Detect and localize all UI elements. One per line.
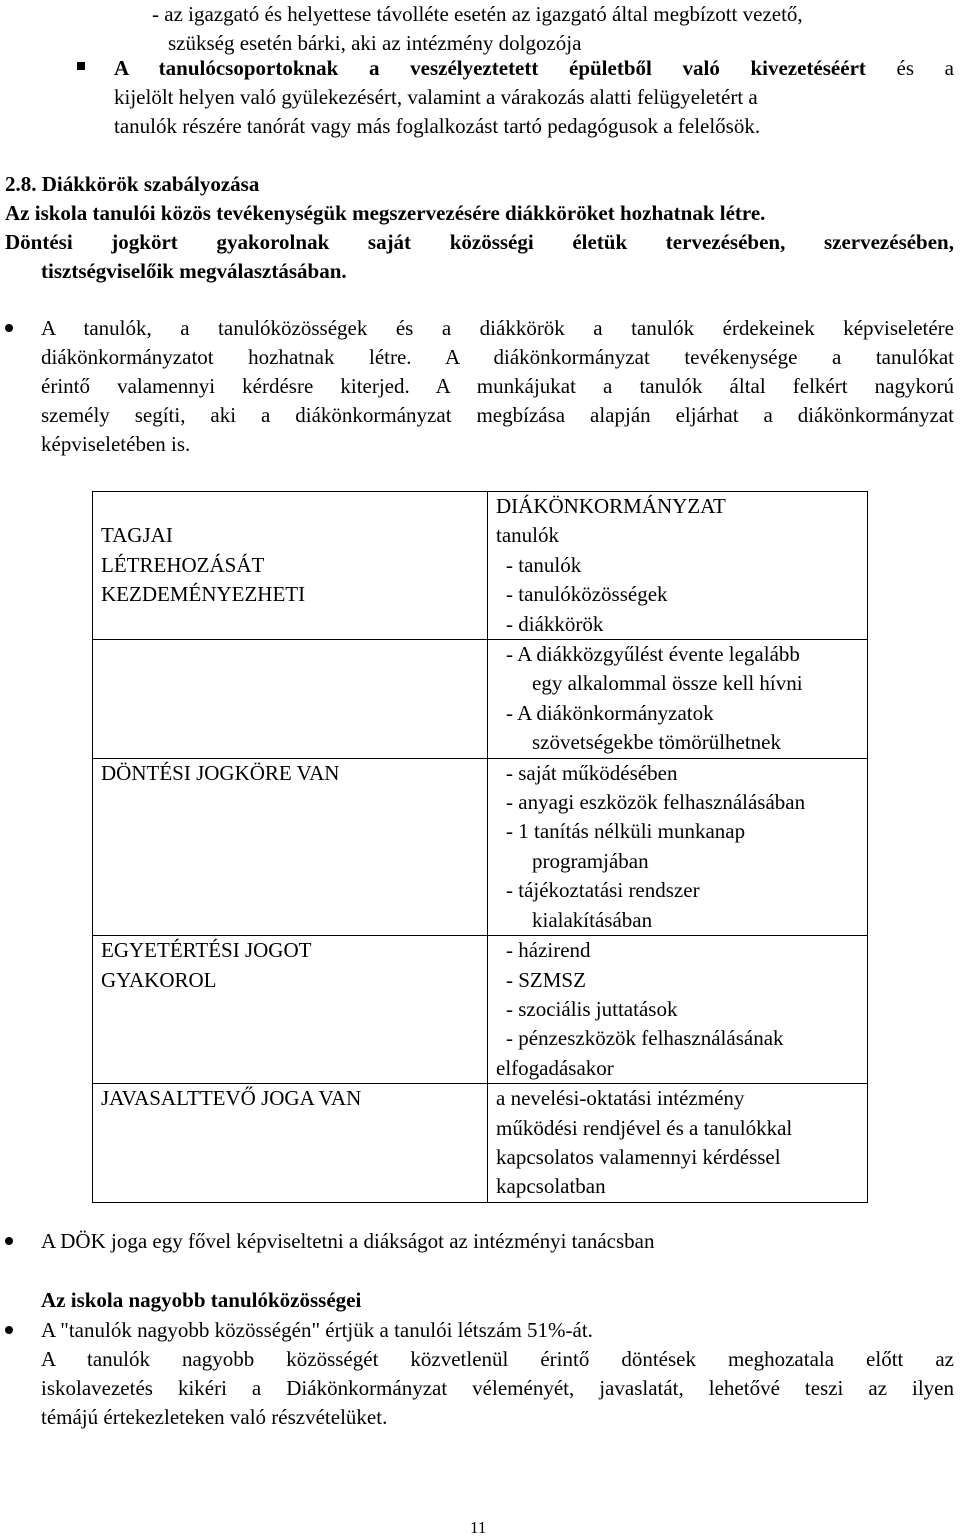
cell-text [101, 492, 487, 521]
responsibility-line-2: kijelölt helyen való gyülekezésért, valamint a várakozás alatti felügyeletért a [114, 85, 758, 109]
cell-text: - SZMSZ [506, 967, 586, 992]
cell-text: - 1 tanítás nélküli munkanap [506, 819, 746, 844]
responsibility-line-3: tanulók részére tanórát vagy más foglalkozást tartó pedagógusok a felelősök. [114, 114, 761, 138]
responsibility-item [114, 54, 954, 83]
cell-text: - szociális juttatások [506, 996, 678, 1021]
dok-paragraph-line-5: képviseletében is. [41, 432, 191, 456]
bullet-dot-icon [5, 324, 13, 332]
table-row [93, 1084, 868, 1203]
cell-text: KEZDEMÉNYEZHETI [101, 582, 306, 607]
table-cell-right [488, 1084, 868, 1203]
table-row [93, 640, 868, 759]
page-number: 11 [470, 1518, 487, 1537]
cell-text: - házirend [506, 938, 591, 963]
cell-text: - tájékoztatási rendszer [506, 878, 700, 903]
cell-text: - anyagi eszközök felhasználásában [506, 790, 806, 815]
last-paragraph-line-1: A tanulók nagyobb közösségét közvetlenül érintő döntések meghozatala előtt az [41, 1347, 954, 1371]
table-row [93, 492, 868, 640]
table-cell-right [488, 640, 868, 759]
bullet-dot-icon [5, 1326, 13, 1334]
dok-paragraph-line-1: A tanulók, a tanulóközösségek és a diákkörök a tanulók érdekeinek képviseletére [41, 316, 954, 340]
dok-rights-table [92, 491, 868, 1203]
table-cell-left [93, 936, 488, 1084]
cell-text: - A diákközgyűlést évente legalább [506, 642, 800, 667]
cell-text: kapcsolatban [496, 1174, 606, 1199]
cell-text: kapcsolatos valamennyi kérdéssel [496, 1144, 781, 1169]
cell-text: EGYETÉRTÉSI JOGOT [101, 938, 312, 963]
cell-text: GYAKOROL [101, 967, 217, 992]
table-cell-left [93, 1084, 488, 1203]
dok-paragraph-line-2: diákönkormányzatot hozhatnak létre. A diákönkormányzat tevékenysége a tanulókat [41, 345, 954, 369]
section-heading: 2.8. Diákkörök szabályozása [5, 172, 260, 196]
last-paragraph-line-2: iskolavezetés kikéri a Diákönkormányzat véleményét, javaslatát, lehetővé teszi az ilyen [41, 1376, 954, 1400]
dok-paragraph-line-4: személy segíti, aki a diákönkormányzat megbízása alapján eljárhat a diákönkormányzat [41, 403, 954, 427]
cell-text: - A diákönkormányzatok [506, 700, 714, 725]
table-header: DIÁKÖNKORMÁNYZAT [496, 494, 726, 518]
cell-text: tanulók [496, 523, 559, 548]
cell-text: működési rendjével és a tanulókkal [496, 1115, 793, 1140]
table-cell-right [488, 936, 868, 1084]
dok-paragraph-line-3: érintő valamennyi kérdésre kiterjed. A munkájukat a tanulók által felkért nagykorú [41, 374, 954, 398]
cell-text: kialakításában [532, 907, 653, 932]
table-cell-right [488, 758, 868, 935]
cell-text: szövetségekbe tömörülhetnek [532, 730, 782, 755]
section-paragraph-1: Az iskola tanulói közös tevékenységük megszervezésére diákköröket hozhatnak létre. [5, 201, 766, 225]
cell-text: - tanulóközösségek [506, 582, 668, 607]
cell-text: programjában [532, 848, 649, 873]
definition-sentence: A "tanulók nagyobb közösségén" értjük a tanulói létszám 51%-át. [41, 1318, 593, 1342]
cell-text: egy alkalommal össze kell hívni [532, 671, 803, 696]
cell-text: a nevelési-oktatási intézmény [496, 1086, 745, 1111]
bullet-dot-icon [5, 1237, 13, 1245]
section-paragraph-2-line-1: Döntési jogkört gyakorolnak saját közösségi életük tervezésében, szervezésében, [5, 230, 954, 254]
cell-text: TAGJAI [101, 523, 173, 548]
table-cell-left [93, 758, 488, 935]
cell-text: LÉTREHOZÁSÁT [101, 552, 265, 577]
cell-text: - pénzeszközök felhasználásának [506, 1026, 784, 1051]
cell-text: - tanulók [506, 552, 582, 577]
square-bullet-icon [77, 62, 85, 70]
table-row [93, 758, 868, 935]
cell-text: DÖNTÉSI JOGKÖRE VAN [101, 760, 340, 785]
subheading: Az iskola nagyobb tanulóközösségei [41, 1288, 362, 1312]
cell-text [101, 610, 487, 639]
table-row [93, 936, 868, 1084]
responsibility-rest: és a [865, 56, 954, 80]
cell-text: - diákkörök [506, 611, 604, 636]
responsibility-bold: A tanulócsoportoknak a veszélyeztetett épületből való kivezetéséért [114, 56, 866, 80]
intro-line-2: szükség esetén bárki, aki az intézmény dolgozója [168, 31, 582, 55]
section-paragraph-2-line-2: tisztségviselőik megválasztásában. [41, 259, 347, 283]
cell-text: JAVASALTTEVŐ JOGA VAN [101, 1086, 362, 1111]
table-cell-left [93, 640, 488, 759]
dok-council-sentence: A DÖK joga egy fővel képviseltetni a diákságot az intézményi tanácsban [41, 1229, 655, 1253]
cell-text: elfogadásakor [496, 1055, 614, 1080]
intro-line-1: - az igazgató és helyettese távolléte esetén az igazgató által megbízott vezető, [152, 2, 803, 26]
last-paragraph-line-3: témájú értekezleteken való részvételüket. [41, 1405, 388, 1429]
table-cell-left [93, 492, 488, 640]
table-cell-right [488, 492, 868, 640]
cell-text: - saját működésében [506, 760, 678, 785]
